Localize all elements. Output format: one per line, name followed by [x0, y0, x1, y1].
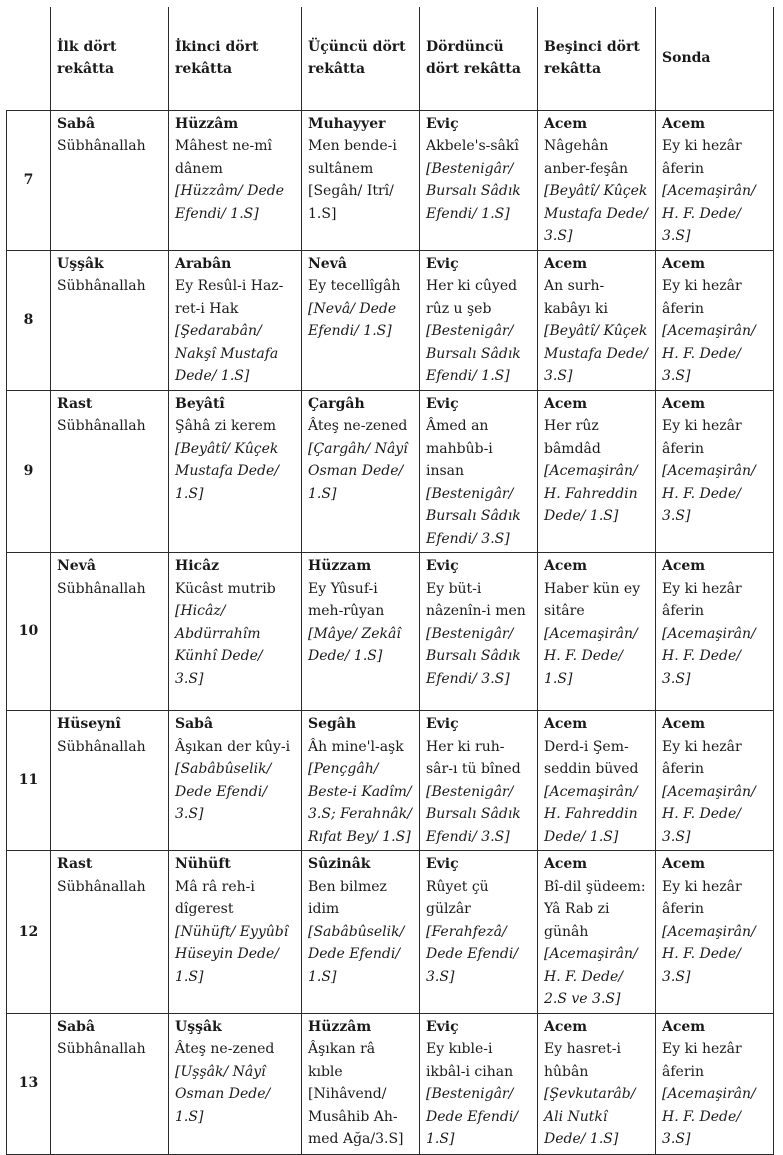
lyric-text: Ey Resûl-i Haz-ret-i Hak: [175, 278, 284, 317]
composer-reference: [Hüzzâm/ Dede Efendi/ 1.S]: [175, 183, 284, 222]
makam-name: Nevâ: [57, 558, 96, 574]
table-cell: [51, 553, 169, 711]
lyric-text: Ey ki hezâr âferin: [662, 418, 742, 457]
header-first-four-rekat: İlk dört rekâtta: [51, 7, 169, 110]
row-number: 9: [7, 390, 51, 553]
table-row: [7, 553, 774, 711]
lyric-text: Her ki ruh-sâr-ı tü bîned: [426, 738, 521, 777]
table-cell: [656, 110, 774, 250]
makam-name: Acem: [544, 255, 588, 272]
table-cell: [538, 1013, 656, 1154]
lyric-text: Derd-i Şem-seddin büved: [544, 738, 639, 777]
header-number-column: [7, 7, 51, 110]
lyric-text: Şâhâ zi kerem: [175, 418, 277, 434]
makam-name: Hüzzâm: [175, 115, 239, 132]
table-cell: [420, 110, 538, 250]
lyric-text: Ey kıble-i ikbâl-i cihan: [426, 1041, 514, 1080]
makam-name: Acem: [662, 856, 706, 872]
lyric-text: Haber kün ey sitâre: [544, 580, 641, 619]
makam-name: Nevâ: [308, 255, 347, 272]
makam-name: Muhayyer: [308, 115, 386, 132]
makam-name: Eviç: [426, 1018, 459, 1035]
lyric-text: Ey büt-i nâzenîn-i men: [426, 580, 526, 619]
lyric-text: Men bende-i sultânem: [308, 138, 397, 177]
makam-name: Uşşâk: [57, 255, 104, 272]
composer-reference: [Segâh/ Itrî/ 1.S]: [308, 183, 394, 222]
composer-reference: [Acemaşirân/ H. Fahreddin Dede/ 1.S]: [544, 463, 638, 524]
composer-reference: [Sabâbûselik/ Dede Efendi/ 3.S]: [175, 761, 272, 822]
lyric-text: Sübhânallah: [57, 138, 146, 154]
lyric-text: An surh-kabâyı ki: [544, 278, 608, 317]
table-cell: [538, 250, 656, 390]
composer-reference: [Acemaşirân/ H. Fahreddin Dede/ 1.S]: [544, 783, 638, 845]
table-cell: [51, 851, 169, 1014]
lyric-text: Sübhânallah: [57, 418, 146, 434]
makam-name: Acem: [662, 255, 706, 272]
lyric-text: Sübhânallah: [57, 878, 146, 895]
makam-name: Acem: [662, 395, 706, 412]
lyric-text: Mâ râ reh-i dîgerest: [175, 878, 255, 917]
makam-name: Rast: [57, 395, 93, 412]
table-cell: [169, 553, 302, 711]
table-cell: [169, 711, 302, 851]
makam-name: Sabâ: [57, 115, 96, 132]
composer-reference: [Acemaşirân/ H. F. Dede/ 3.S]: [662, 463, 756, 524]
composer-reference: [Beyâtî/ Kûçek Mustafa Dede/ 3.S]: [544, 183, 648, 244]
lyric-text: Kücâst mutrib: [175, 580, 276, 597]
lyric-text: Ey hasret-i hûbân: [544, 1041, 621, 1080]
row-number: 12: [7, 851, 51, 1014]
makam-name: Hüzzam: [308, 558, 372, 574]
composer-reference: [Bestenigâr/ Bursalı Sâdık Efendi/ 3.S]: [426, 485, 521, 547]
table-cell: [302, 390, 420, 553]
row-number: 13: [7, 1013, 51, 1154]
table-cell: [169, 851, 302, 1014]
makam-name: Acem: [662, 716, 706, 732]
table-cell: [51, 390, 169, 553]
lyric-text: Ey tecellîgâh: [308, 278, 401, 294]
makam-name: Sabâ: [57, 1018, 96, 1035]
lyric-text: Ey ki hezâr âferin: [662, 278, 742, 317]
lyric-text: Her ki cûyed rûz u şeb: [426, 278, 518, 317]
table-cell: [302, 1013, 420, 1154]
lyric-text: Ey ki hezâr âferin: [662, 138, 742, 177]
composer-reference: [Acemaşirân/ H. F. Dede/ 3.S]: [662, 923, 756, 985]
composer-reference: [Ferahfezâ/ Dede Efendi/ 3.S]: [426, 923, 519, 985]
table-cell: [420, 711, 538, 851]
lyric-text: Ey ki hezâr âferin: [662, 738, 742, 777]
composer-reference: [Şedarabân/ Nakşî Mustafa Dede/ 1.S]: [175, 323, 279, 384]
composer-reference: [Nevâ/ Dede Efendi/ 1.S]: [308, 300, 397, 339]
makam-name: Acem: [544, 716, 588, 732]
table-row: [7, 390, 774, 553]
table-cell: [420, 553, 538, 711]
makam-name: Çargâh: [308, 395, 365, 412]
composer-reference: [Beyâtî/ Kûçek Mustafa Dede/ 3.S]: [544, 323, 648, 384]
makam-name: Hüseynî: [57, 716, 121, 732]
header-final: Sonda: [656, 7, 774, 110]
makam-name: Eviç: [426, 115, 459, 132]
lyric-text: Mâhest ne-mî dânem: [175, 138, 273, 177]
table-body: [7, 110, 774, 1154]
row-number: 8: [7, 250, 51, 390]
makam-name: Eviç: [426, 856, 459, 872]
makam-name: Acem: [544, 1018, 588, 1035]
makam-name: Acem: [544, 558, 588, 574]
makam-name: Rast: [57, 856, 93, 872]
composer-reference: [Acemaşirân/ H. F. Dede/ 3.S]: [662, 323, 756, 384]
lyric-text: Akbele's-sâkî: [426, 138, 519, 154]
composer-reference: [Mâye/ Zekâî Dede/ 1.S]: [308, 625, 401, 664]
makam-name: Sabâ: [175, 716, 214, 732]
makam-name: Sûzinâk: [308, 856, 371, 872]
table-cell: [538, 553, 656, 711]
lyric-text: Sübhânallah: [57, 1041, 146, 1057]
makam-name: Beyâtî: [175, 395, 225, 412]
lyric-text: Sübhânallah: [57, 278, 146, 294]
table-cell: [656, 1013, 774, 1154]
composer-reference: [Sabâbûselik/ Dede Efendi/ 1.S]: [308, 923, 405, 985]
composer-reference: [Bestenigâr/ Dede Efendi/ 1.S]: [426, 1086, 519, 1147]
row-number: 10: [7, 553, 51, 711]
makam-name: Uşşâk: [175, 1018, 222, 1035]
composer-reference: [Pençgâh/ Beste-i Kadîm/ 3.S; Ferahnâk/ Rıfat Bey/ 1.S]: [308, 761, 412, 845]
lyric-text: Sübhânallah: [57, 738, 146, 755]
table-row: [7, 250, 774, 390]
lyric-text: Âteş ne-zened: [308, 418, 408, 434]
makam-name: Acem: [662, 1018, 706, 1035]
lyric-text: Âşıkan râ kıble: [308, 1041, 376, 1080]
composer-reference: [Çargâh/ Nâyî Osman Dede/ 1.S]: [308, 440, 408, 502]
composer-reference: [Bestenigâr/ Bursalı Sâdık Efendi/ 1.S]: [426, 160, 521, 222]
lyric-text: Her rûz bâmdâd: [544, 418, 601, 457]
composer-reference: [Acemaşirân/ H. F. Dede/ 3.S]: [662, 625, 756, 687]
lyric-text: Ey ki hezâr âferin: [662, 580, 742, 619]
table-cell: [302, 553, 420, 711]
composer-reference: [Beyâtî/ Kûçek Mustafa Dede/ 1.S]: [175, 440, 279, 502]
row-number: 7: [7, 110, 51, 250]
composer-reference: [Nühüft/ Eyyûbî Hüseyin Dede/ 1.S]: [175, 923, 289, 985]
makam-name: Hüzzâm: [308, 1018, 372, 1035]
composer-reference: [Acemaşirân/ H. F. Dede/ 2.S ve 3.S]: [544, 946, 638, 1007]
lyric-text: Ey ki hezâr âferin: [662, 1041, 742, 1080]
table-cell: [420, 390, 538, 553]
table-cell: [420, 250, 538, 390]
table-cell: [656, 553, 774, 711]
table-cell: [169, 110, 302, 250]
makam-table: [6, 7, 774, 1155]
table-cell: [420, 1013, 538, 1154]
table-cell: [169, 1013, 302, 1154]
lyric-text: Âmed an mahbûb-i insan: [426, 418, 493, 479]
makam-name: Eviç: [426, 716, 459, 732]
makam-name: Eviç: [426, 395, 459, 412]
lyric-text: Ben bilmez idim: [308, 878, 387, 917]
composer-reference: [Acemaşirân/ H. F. Dede/ 3.S]: [662, 183, 756, 244]
makam-name: Acem: [544, 395, 588, 412]
makam-name: Eviç: [426, 255, 459, 272]
lyric-text: Ey ki hezâr âferin: [662, 878, 742, 917]
composer-reference: [Bestenigâr/ Bursalı Sâdık Efendi/ 1.S]: [426, 323, 521, 384]
table-row: [7, 1013, 774, 1154]
lyric-text: Sübhânallah: [57, 580, 146, 597]
table-cell: [538, 390, 656, 553]
table-cell: [538, 110, 656, 250]
makam-name: Acem: [662, 558, 706, 574]
table-cell: [302, 250, 420, 390]
table-cell: [656, 250, 774, 390]
makam-name: Nühüft: [175, 856, 231, 872]
composer-reference: [Şevkutarâb/ Ali Nutkî Dede/ 1.S]: [544, 1086, 636, 1147]
table-cell: [51, 110, 169, 250]
header-fifth-four-rekat: Beşinci dört rekâtta: [538, 7, 656, 110]
table-cell: [656, 851, 774, 1014]
lyric-text: Âşıkan der kûy-i: [175, 738, 291, 755]
table-cell: [538, 851, 656, 1014]
makam-name: Acem: [544, 115, 588, 132]
table-cell: [169, 390, 302, 553]
composer-reference: [Acemaşirân/ H. F. Dede/ 3.S]: [662, 783, 756, 845]
header-third-four-rekat: Üçüncü dört rekâtta: [302, 7, 420, 110]
composer-reference: [Acemaşirân/ H. F. Dede/ 3.S]: [662, 1086, 756, 1147]
table-cell: [302, 110, 420, 250]
table-cell: [302, 711, 420, 851]
table-cell: [51, 711, 169, 851]
lyric-text: Bî-dil şüdeem: Yâ Rab zi günâh: [544, 878, 646, 940]
composer-reference: [Bestenigâr/ Bursalı Sâdık Efendi/ 3.S]: [426, 783, 521, 845]
composer-reference: [Bestenigâr/ Bursalı Sâdık Efendi/ 3.S]: [426, 625, 521, 687]
composer-reference: [Nihâvend/ Musâhib Ah-med Ağa/3.S]: [308, 1086, 404, 1147]
table-row: [7, 110, 774, 250]
header-row: [7, 7, 774, 110]
composer-reference: [Uşşâk/ Nâyî Osman Dede/ 1.S]: [175, 1063, 271, 1125]
table-cell: [656, 711, 774, 851]
makam-name: Segâh: [308, 716, 357, 732]
table-cell: [51, 250, 169, 390]
makam-name: Arabân: [175, 255, 232, 272]
table-row: [7, 711, 774, 851]
header-fourth-four-rekat: Dördüncü dört rekâtta: [420, 7, 538, 110]
lyric-text: Âh mine'l-aşk: [308, 738, 404, 755]
lyric-text: Âteş ne-zened: [175, 1041, 275, 1057]
header-second-four-rekat: İkinci dört rekâtta: [169, 7, 302, 110]
composer-reference: [Hicâz/ Abdürrahîm Künhî Dede/ 3.S]: [175, 603, 263, 687]
table-cell: [656, 390, 774, 553]
makam-name: Acem: [544, 856, 588, 872]
row-number: 11: [7, 711, 51, 851]
table-cell: [302, 851, 420, 1014]
table-row: [7, 851, 774, 1014]
lyric-text: Ey Yûsuf-i meh-rûyan: [308, 580, 385, 619]
makam-name: Eviç: [426, 558, 459, 574]
table-cell: [51, 1013, 169, 1154]
lyric-text: Rûyet çü gülzâr: [426, 878, 489, 917]
table-cell: [420, 851, 538, 1014]
composer-reference: [Acemaşirân/ H. F. Dede/ 1.S]: [544, 625, 638, 687]
lyric-text: Nâgehân anber-feşân: [544, 138, 629, 177]
table-cell: [538, 711, 656, 851]
makam-name: Hicâz: [175, 558, 220, 574]
makam-name: Acem: [662, 115, 706, 132]
table-cell: [169, 250, 302, 390]
